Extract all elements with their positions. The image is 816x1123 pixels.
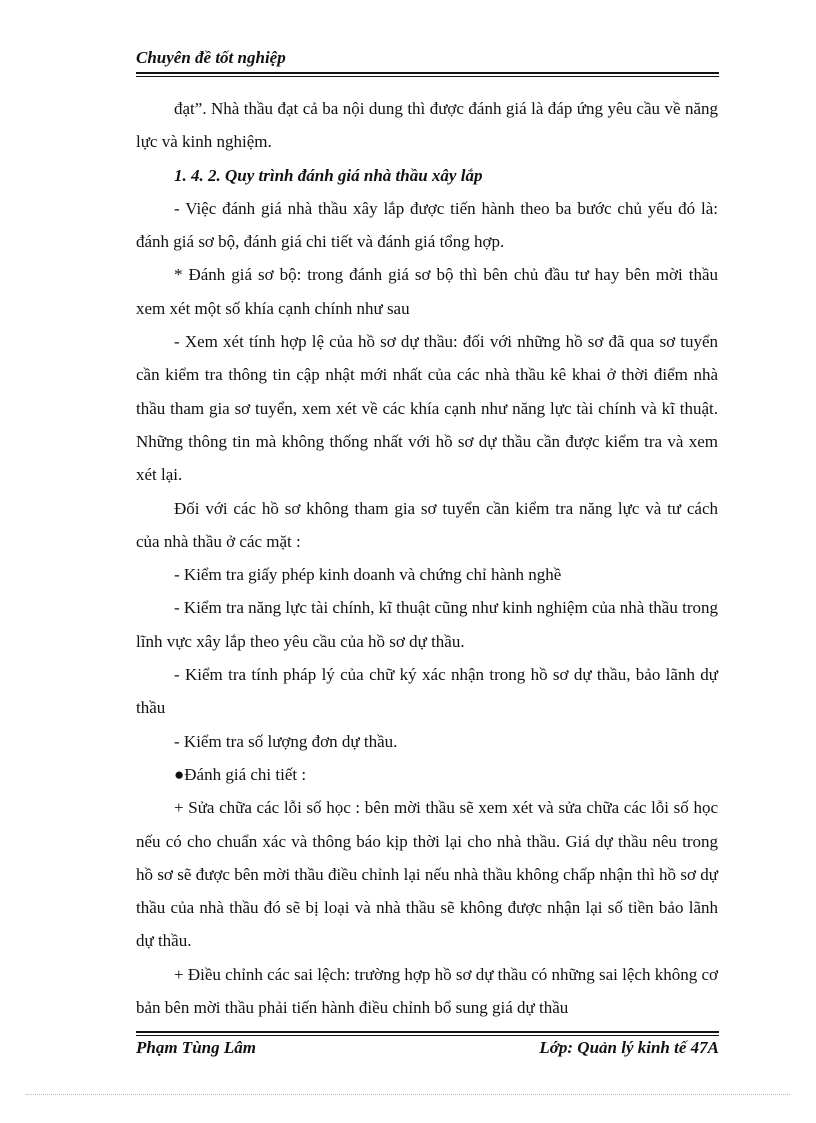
paragraph: + Sửa chữa các lỗi số học : bên mời thầu sẽ xem xét và sửa chữa các lỗi số học nếu có cho chuẩn xác và thông báo kịp thời lại cho nhà thầu. Giá dự thầu nêu trong hồ sơ sẽ được bên mời thầu điều chỉnh lại nếu nhà thầu không chấp nhận thì hồ sơ dự thầu của nhà thầu đó sẽ bị loại và nhà thầu sẽ không được nhận lại số tiền bảo lãnh dự thầu. bbox=[136, 798, 718, 951]
body-text bbox=[136, 92, 718, 1024]
list-item: - Kiểm tra năng lực tài chính, kĩ thuật cũng như kinh nghiệm của nhà thầu trong lĩnh vực xây lắp theo yêu cầu của hồ sơ dự thầu. bbox=[136, 598, 718, 651]
paragraph: - Việc đánh giá nhà thầu xây lắp được tiến hành theo ba bước chủ yếu đó là: đánh giá sơ bộ, đánh giá chi tiết và đánh giá tổng hợp. bbox=[136, 198, 718, 252]
header-rule-thick bbox=[136, 72, 719, 74]
paragraph: * Đánh giá sơ bộ: trong đánh giá sơ bộ thì bên chủ đầu tư hay bên mời thầu xem xét một số khía cạnh chính như sau bbox=[136, 265, 718, 318]
subheading: ●Đánh giá chi tiết : bbox=[174, 764, 307, 784]
header-title: Chuyên đề tốt nghiệp bbox=[136, 48, 286, 67]
list-item: - Kiểm tra tính pháp lý của chữ ký xác nhận trong hồ sơ dự thầu, bảo lãnh dự thầu bbox=[136, 665, 718, 718]
page-edge-divider bbox=[26, 1094, 790, 1095]
footer-rule-thin bbox=[136, 1035, 719, 1036]
list-item: - Kiểm tra số lượng đơn dự thầu. bbox=[174, 731, 398, 751]
section-heading: 1. 4. 2. Quy trình đánh giá nhà thầu xây lắp bbox=[174, 165, 483, 185]
paragraph: + Điều chỉnh các sai lệch: trường hợp hồ sơ dự thầu có những sai lệch không cơ bản bên mời thầu phải tiến hành điều chỉnh bổ sung giá dự thầu bbox=[136, 964, 718, 1018]
footer-class: Lớp: Quản lý kinh tế 47A bbox=[539, 1038, 719, 1057]
paragraph-continuation: đạt”. Nhà thầu đạt cả ba nội dung thì được đánh giá là đáp ứng yêu cầu về năng lực và kinh nghiệm. bbox=[136, 99, 718, 152]
footer-author: Phạm Tùng Lâm bbox=[136, 1038, 256, 1057]
header-rule-thin bbox=[136, 76, 719, 77]
paragraph: Đối với các hồ sơ không tham gia sơ tuyển cần kiểm tra năng lực và tư cách của nhà thầu ở các mặt : bbox=[136, 498, 718, 551]
list-item: - Kiểm tra giấy phép kinh doanh và chứng chỉ hành nghề bbox=[174, 565, 562, 585]
footer-rule-thick bbox=[136, 1031, 719, 1033]
paragraph: - Xem xét tính hợp lệ của hồ sơ dự thầu: đối với những hồ sơ đã qua sơ tuyển cần kiểm tra thông tin cập nhật mới nhất của các nhà thầu kê khai ở thời điểm nhà thầu tham gia sơ tuyển, xem xét về các khía cạnh như năng lực tài chính và kĩ thuật. Những thông tin mà không thống nhất với hồ sơ dự thầu cần được kiểm tra và xem xét lại. bbox=[136, 332, 718, 485]
